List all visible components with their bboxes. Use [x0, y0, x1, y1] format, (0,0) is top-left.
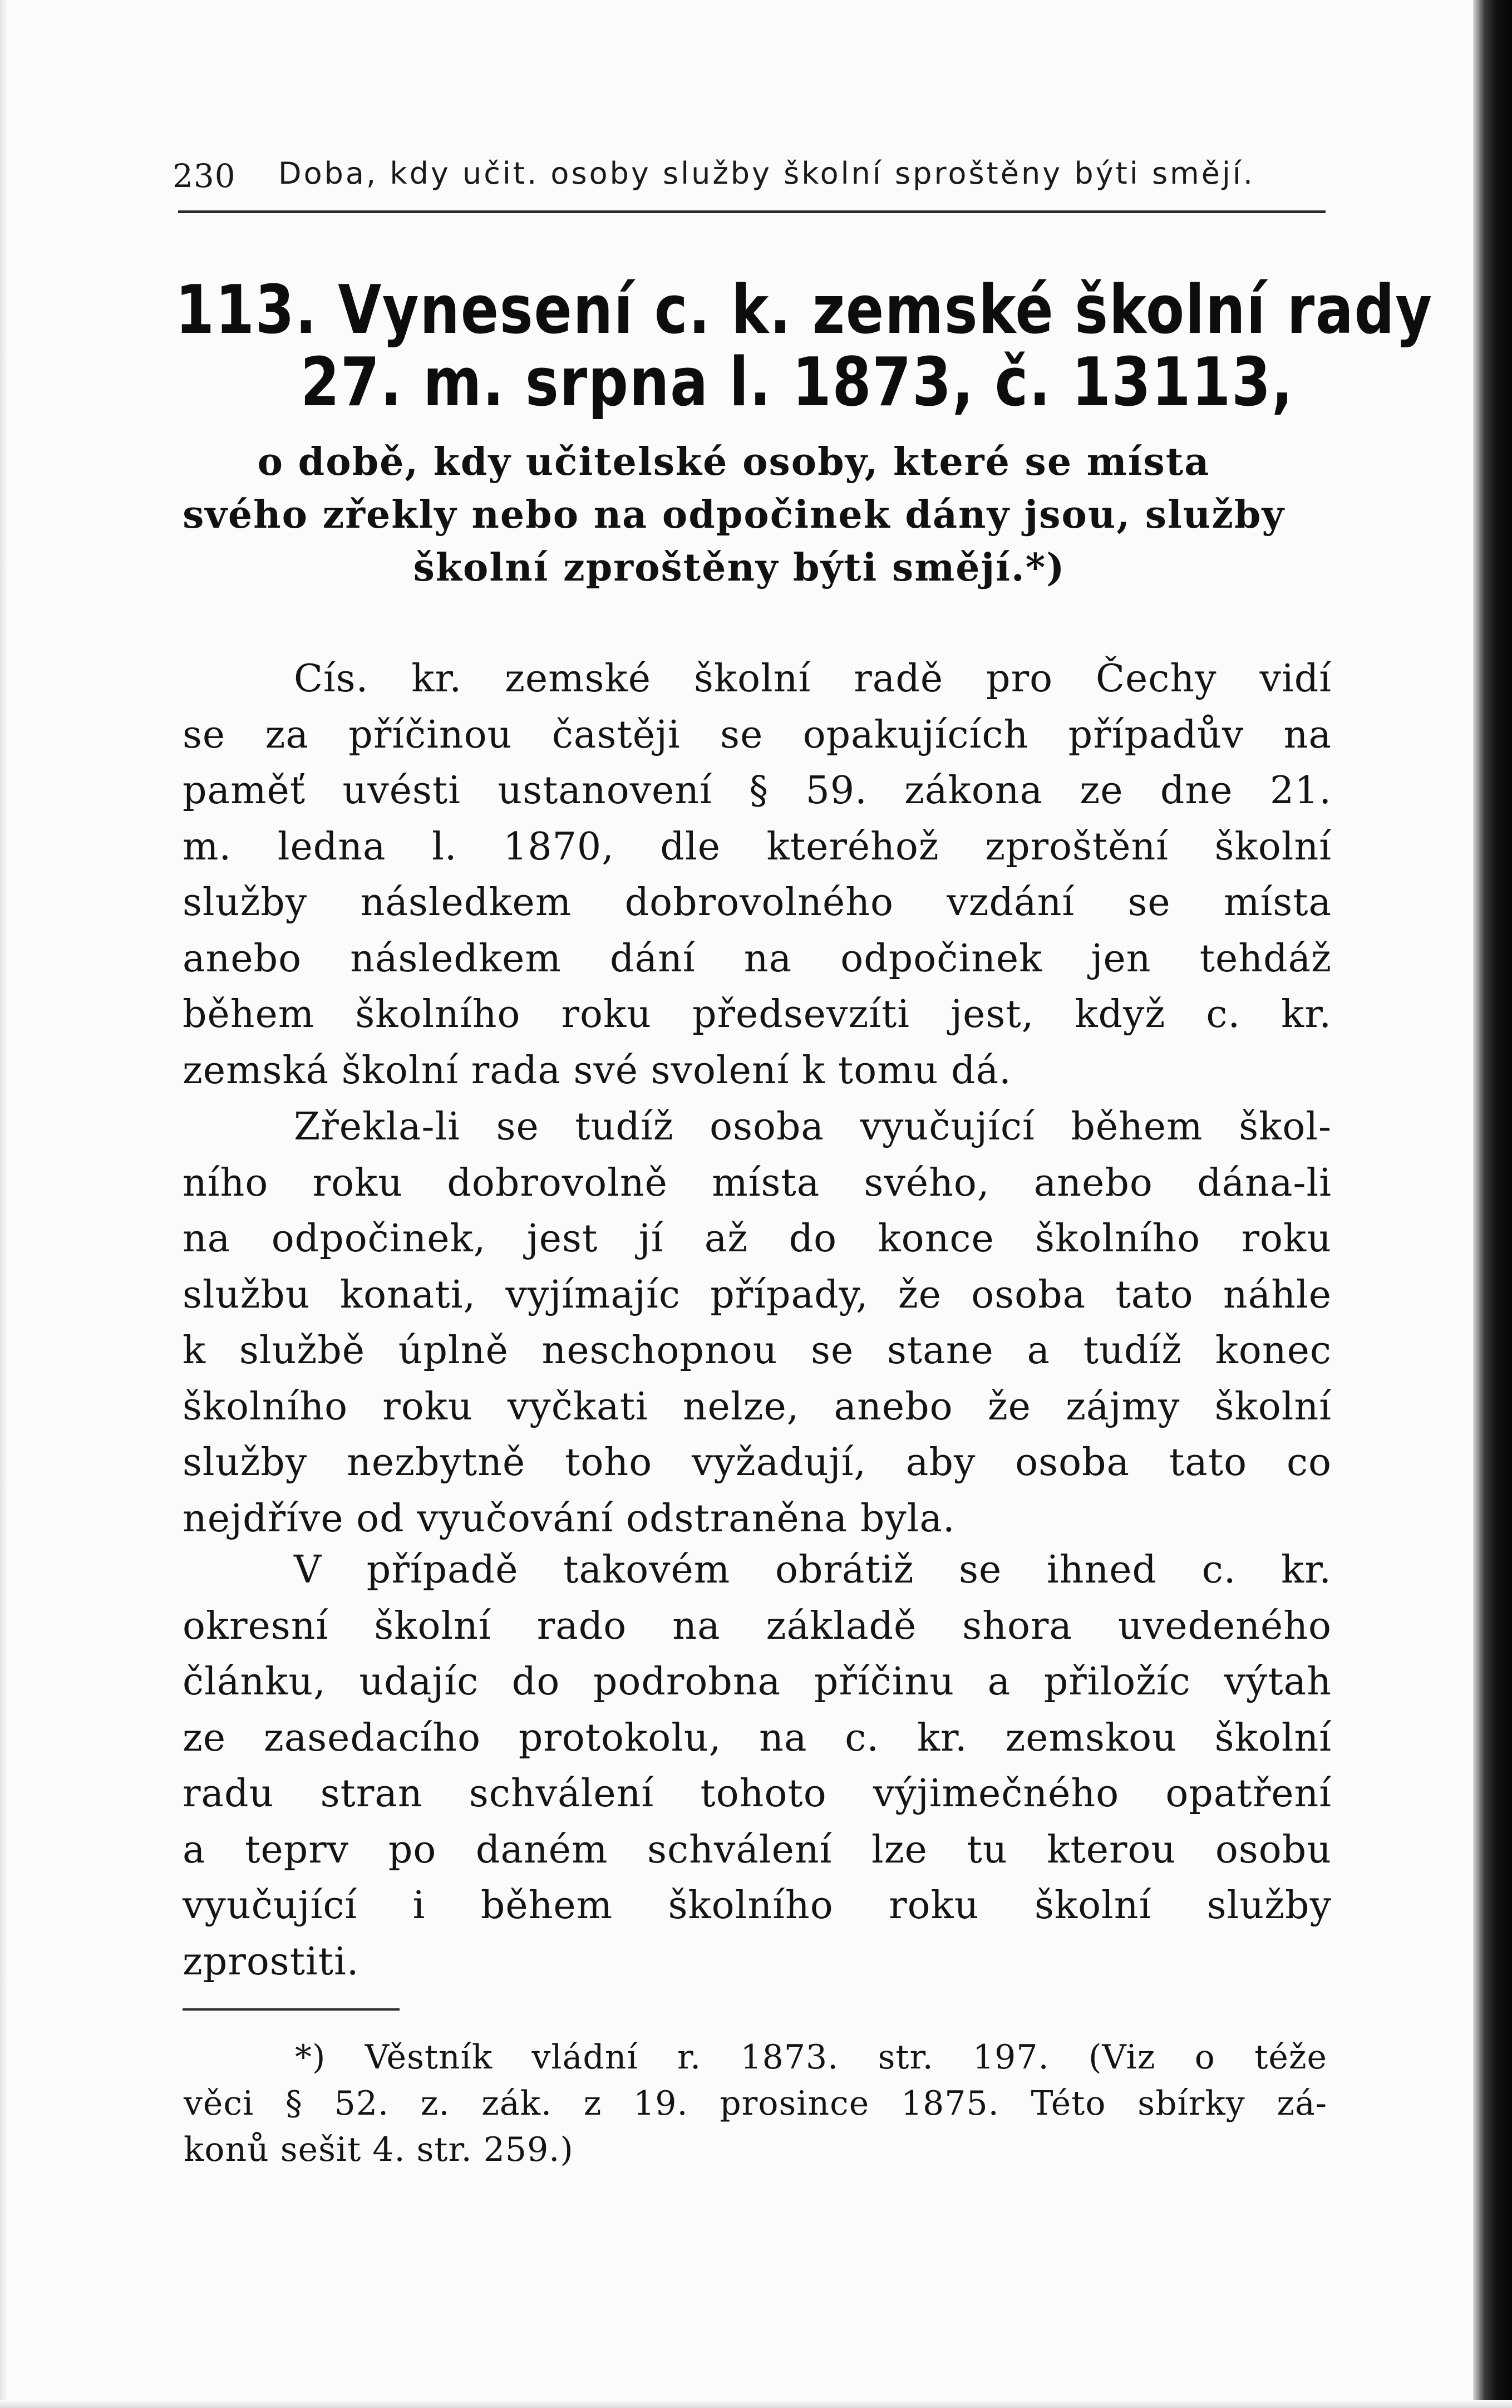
paragraph-line: ze zasedacího protokolu, na c. kr. zemskou školní [183, 1716, 1332, 1760]
paragraph-line: se za příčinou častěji se opakujících případův na [183, 712, 1332, 757]
paragraph-line: radu stran schválení tohoto výjimečného opatření [183, 1772, 1332, 1816]
paragraph-line: paměť uvésti ustanovení § 59. zákona ze dne 21. [183, 769, 1332, 813]
running-head [173, 150, 1327, 200]
subtitle-line-2: svého zřekly nebo na odpočinek dány jsou, služby [183, 493, 1285, 537]
section-heading-line-1: 113. Vynesení c. k. zemské školní rady [175, 272, 1433, 349]
paragraph-line: článku, udajíc do podrobna příčinu a přiložíc výtah [183, 1660, 1332, 1704]
subtitle-line-3: školní zproštěny býti smějí.*) [413, 546, 1066, 590]
paragraph-line: anebo následkem dání na odpočinek jen tehdáž [183, 936, 1332, 981]
footnote-line: konů sešit 4. str. 259.) [184, 2130, 574, 2169]
page-left-shadow [0, 0, 8, 2408]
footnote-line: věci § 52. z. zák. z 19. prosince 1875. Této sbírky zá- [184, 2084, 1327, 2123]
page-number: 230 [173, 157, 236, 195]
paragraph-line: Cís. kr. zemské školní radě pro Čechy vidí [294, 657, 1332, 701]
paragraph-1 [183, 651, 1332, 1099]
paragraph-line: ního roku dobrovolně místa svého, anebo dána-li [183, 1161, 1332, 1205]
page-binding-edge [1473, 0, 1512, 2408]
paragraph-line: zprostiti. [183, 1939, 359, 1984]
paragraph-line: službu konati, vyjímajíc případy, že osoba tato náhle [183, 1272, 1332, 1317]
section-heading-line-2: 27. m. srpna l. 1873, č. 13113, [301, 344, 1294, 421]
paragraph-line: vyučující i během školního roku školní služby [183, 1884, 1332, 1928]
paragraph-line: m. ledna l. 1870, dle kteréhož zproštění školní [183, 824, 1332, 869]
paragraph-line: V případě takovém obrátiž se ihned c. kr. [294, 1548, 1332, 1592]
paragraph-2 [183, 1099, 1332, 1547]
footnote [184, 2034, 1327, 2173]
paragraph-line: a teprv po daném schválení lze tu kterou osobu [183, 1827, 1332, 1872]
paragraph-line: Zřekla-li se tudíž osoba vyučující během škol- [294, 1105, 1332, 1149]
footnote-rule [183, 2008, 400, 2011]
paragraph-line: k službě úplně neschopnou se stane a tudíž konec [183, 1329, 1332, 1373]
paragraph-line: na odpočinek, jest jí až do konce školního roku [183, 1217, 1332, 1261]
running-head-title: Doba, kdy učit. osoby služby školní sproštěny býti smějí. [278, 156, 1255, 191]
subtitle-line-1: o době, kdy učitelské osoby, které se místa [257, 440, 1210, 484]
paragraph-3 [183, 1542, 1332, 1990]
paragraph-line: nejdříve od vyučování odstraněna byla. [183, 1496, 956, 1541]
paragraph-line: okresní školní rado na základě shora uvedeného [183, 1604, 1332, 1648]
paragraph-line: služby nezbytně toho vyžadují, aby osoba tato co [183, 1441, 1332, 1485]
header-rule [178, 210, 1326, 213]
paragraph-line: školního roku vyčkati nelze, anebo že zájmy školní [183, 1384, 1332, 1429]
paragraph-line: zemská školní rada své svolení k tomu dá. [183, 1048, 1012, 1093]
footnote-line: *) Věstník vládní r. 1873. str. 197. (Viz o téže [295, 2038, 1327, 2077]
paragraph-line: během školního roku předsevzíti jest, když c. kr. [183, 992, 1332, 1036]
paragraph-line: služby následkem dobrovolného vzdání se místa [183, 881, 1332, 925]
page-bottom-shadow [0, 2400, 1512, 2408]
